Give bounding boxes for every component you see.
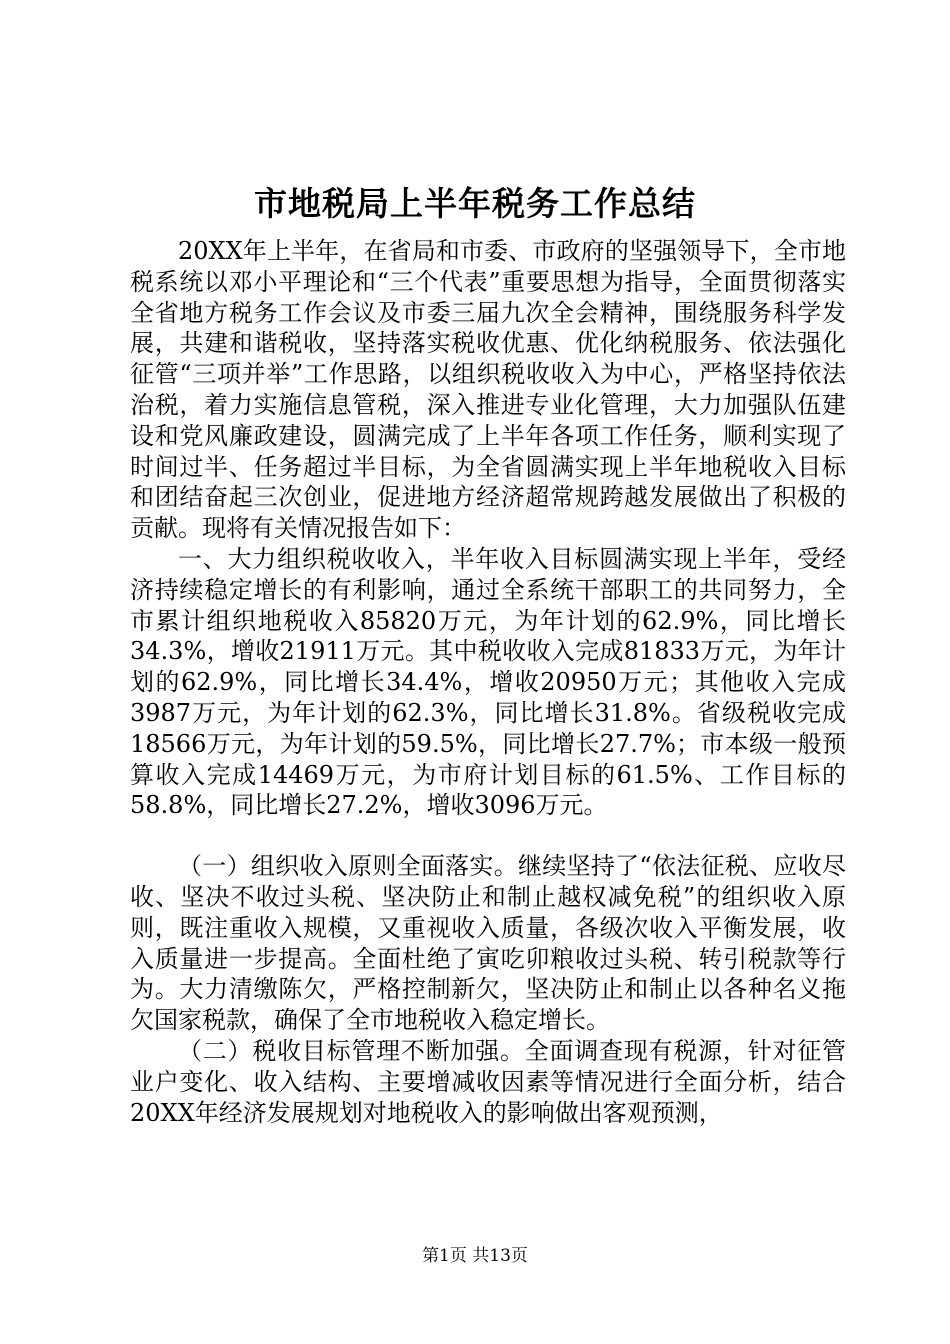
paragraph-section-1: （一）组织收入原则全面落实。继续坚持了“依法征税、应收尽收、坚决不收过头税、坚决防止和制止越权减免税”的组织收入原则，既注重收入规模，又重视收入质量，各级次收入平衡发展，收入质量进一步提高。全面杜绝了寅吃卯粮收过头税、转引税款等行为。大力清缴陈欠，严格控制新欠，坚决防止和制止以各种名义拖欠国家税款，确保了全市地税收入稳定增长。 xyxy=(130,852,846,1035)
paragraph-section-2: （二）税收目标管理不断加强。全面调查现有税源，针对征管业户变化、收入结构、主要增减收因素等情况进行全面分析，结合20XX年经济发展规划对地税收入的影响做出客观预测， xyxy=(130,1036,846,1127)
document-title: 市地税局上半年税务工作总结 xyxy=(254,184,696,223)
paragraph-intro: 20XX年上半年，在省局和市委、市政府的坚强领导下，全市地税系统以邓小平理论和“三个代表”重要思想为指导，全面贯彻落实全省地方税务工作会议及市委三届九次全会精神，围绕服务科学发展，共建和谐税收，坚持落实税收优惠、优化纳税服务、依法强化征管“三项并举”工作思路，以组织税收收入为中心，严格坚持依法治税，着力实施信息管税，深入推进专业化管理，大力加强队伍建设和党风廉政建设，圆满完成了上半年各项工作任务，顺利实现了时间过半、任务超过半目标，为全省圆满实现上半年地税收入目标和团结奋起三次创业，促进地方经济超常规跨越发展做出了积极的贡献。现将有关情况报告如下： xyxy=(130,237,846,543)
document-body xyxy=(130,236,846,1128)
page-number: 第1页 共13页 xyxy=(422,1246,528,1266)
paragraph-revenue: 一、大力组织税收收入，半年收入目标圆满实现上半年，受经济持续稳定增长的有利影响，通过全系统干部职工的共同努力，全市累计组织地税收入85820万元，为年计划的62.9%，同比增长34.3%，增收21911万元。其中税收收入完成81833万元，为年计划的62.9%，同比增长34.4%，增收20950万元；其他收入完成3987万元，为年计划的62.3%，同比增长31.8%。省级税收完成18566万元，为年计划的59.5%，同比增长27.7%；市本级一般预算收入完成14469万元，为市府计划目标的61.5%、工作目标的58.8%，同比增长27.2%，增收3096万元。 xyxy=(130,544,846,820)
